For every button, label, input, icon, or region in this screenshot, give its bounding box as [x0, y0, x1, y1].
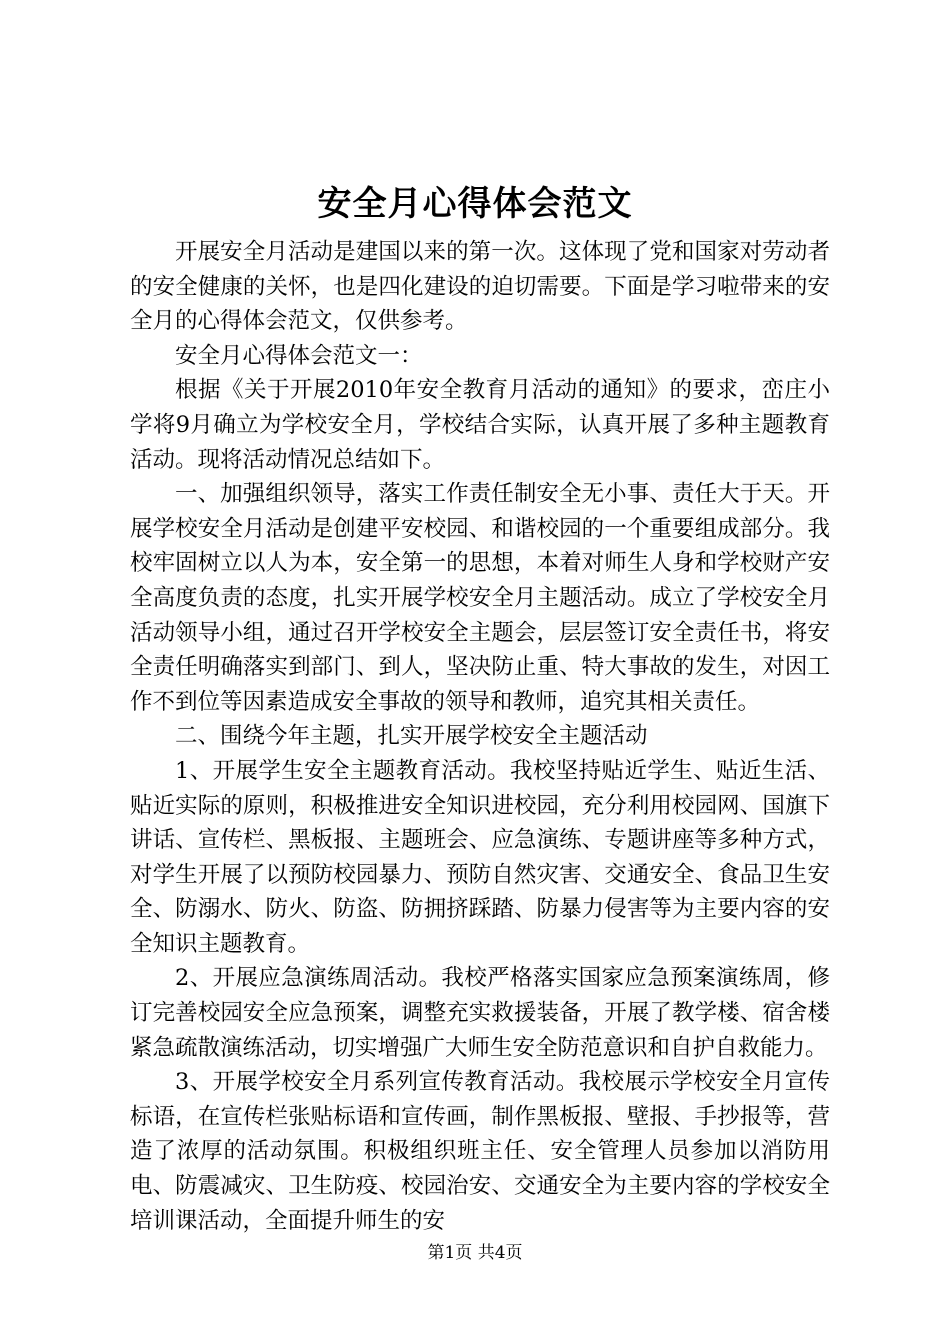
- paragraph-background: 根据《关于开展2010年安全教育月活动的通知》的要求，峦庄小学将9月确立为学校安全月，学校结合实际，认真开展了多种主题教育活动。现将活动情况总结如下。: [130, 377, 830, 473]
- paragraph-section-two-heading: 二、围绕今年主题，扎实开展学校安全主题活动: [175, 723, 648, 750]
- document-title: 安全月心得体会范文: [317, 184, 633, 224]
- page-number-footer: 第1页 共4页: [427, 1243, 523, 1263]
- paragraph-item-two: 2、开展应急演练周活动。我校严格落实国家应急预案演练周，修订完善校园安全应急预案，调整充实救援装备，开展了教学楼、宿舍楼紧急疏散演练活动，切实增强广大师生安全防范意识和自护自救能力。: [130, 965, 830, 1061]
- paragraph-intro: 开展安全月活动是建国以来的第一次。这体现了党和国家对劳动者的安全健康的关怀，也是四化建设的迫切需要。下面是学习啦带来的安全月的心得体会范文，仅供参考。: [130, 239, 830, 335]
- paragraph-item-three: 3、开展学校安全月系列宣传教育活动。我校展示学校安全月宣传标语，在宣传栏张贴标语和宣传画，制作黑板报、壁报、手抄报等，营造了浓厚的活动氛围。积极组织班主任、安全管理人员参加以消防用电、防震减灾、卫生防疫、校园治安、交通安全为主要内容的学校安全培训课活动，全面提升师生的安: [130, 1069, 830, 1234]
- document-body: [130, 235, 830, 1238]
- paragraph-section-one: 一、加强组织领导，落实工作责任制安全无小事、责任大于天。开展学校安全月活动是创建平安校园、和谐校园的一个重要组成部分。我校牢固树立以人为本，安全第一的思想，本着对师生人身和学校财产安全高度负责的态度，扎实开展学校安全月主题活动。成立了学校安全月活动领导小组，通过召开学校安全主题会，层层签订安全责任书，将安全责任明确落实到部门、到人，坚决防止重、特大事故的发生，对因工作不到位等因素造成安全事故的领导和教师，追究其相关责任。: [130, 481, 830, 715]
- paragraph-item-one: 1、开展学生安全主题教育活动。我校坚持贴近学生、贴近生活、贴近实际的原则，积极推进安全知识进校园，充分利用校园网、国旗下讲话、宣传栏、黑板报、主题班会、应急演练、专题讲座等多种方式，对学生开展了以预防校园暴力、预防自然灾害、交通安全、食品卫生安全、防溺水、防火、防盗、防拥挤踩踏、防暴力侵害等为主要内容的安全知识主题教育。: [130, 757, 830, 957]
- paragraph-sample-heading: 安全月心得体会范文一：: [175, 342, 423, 369]
